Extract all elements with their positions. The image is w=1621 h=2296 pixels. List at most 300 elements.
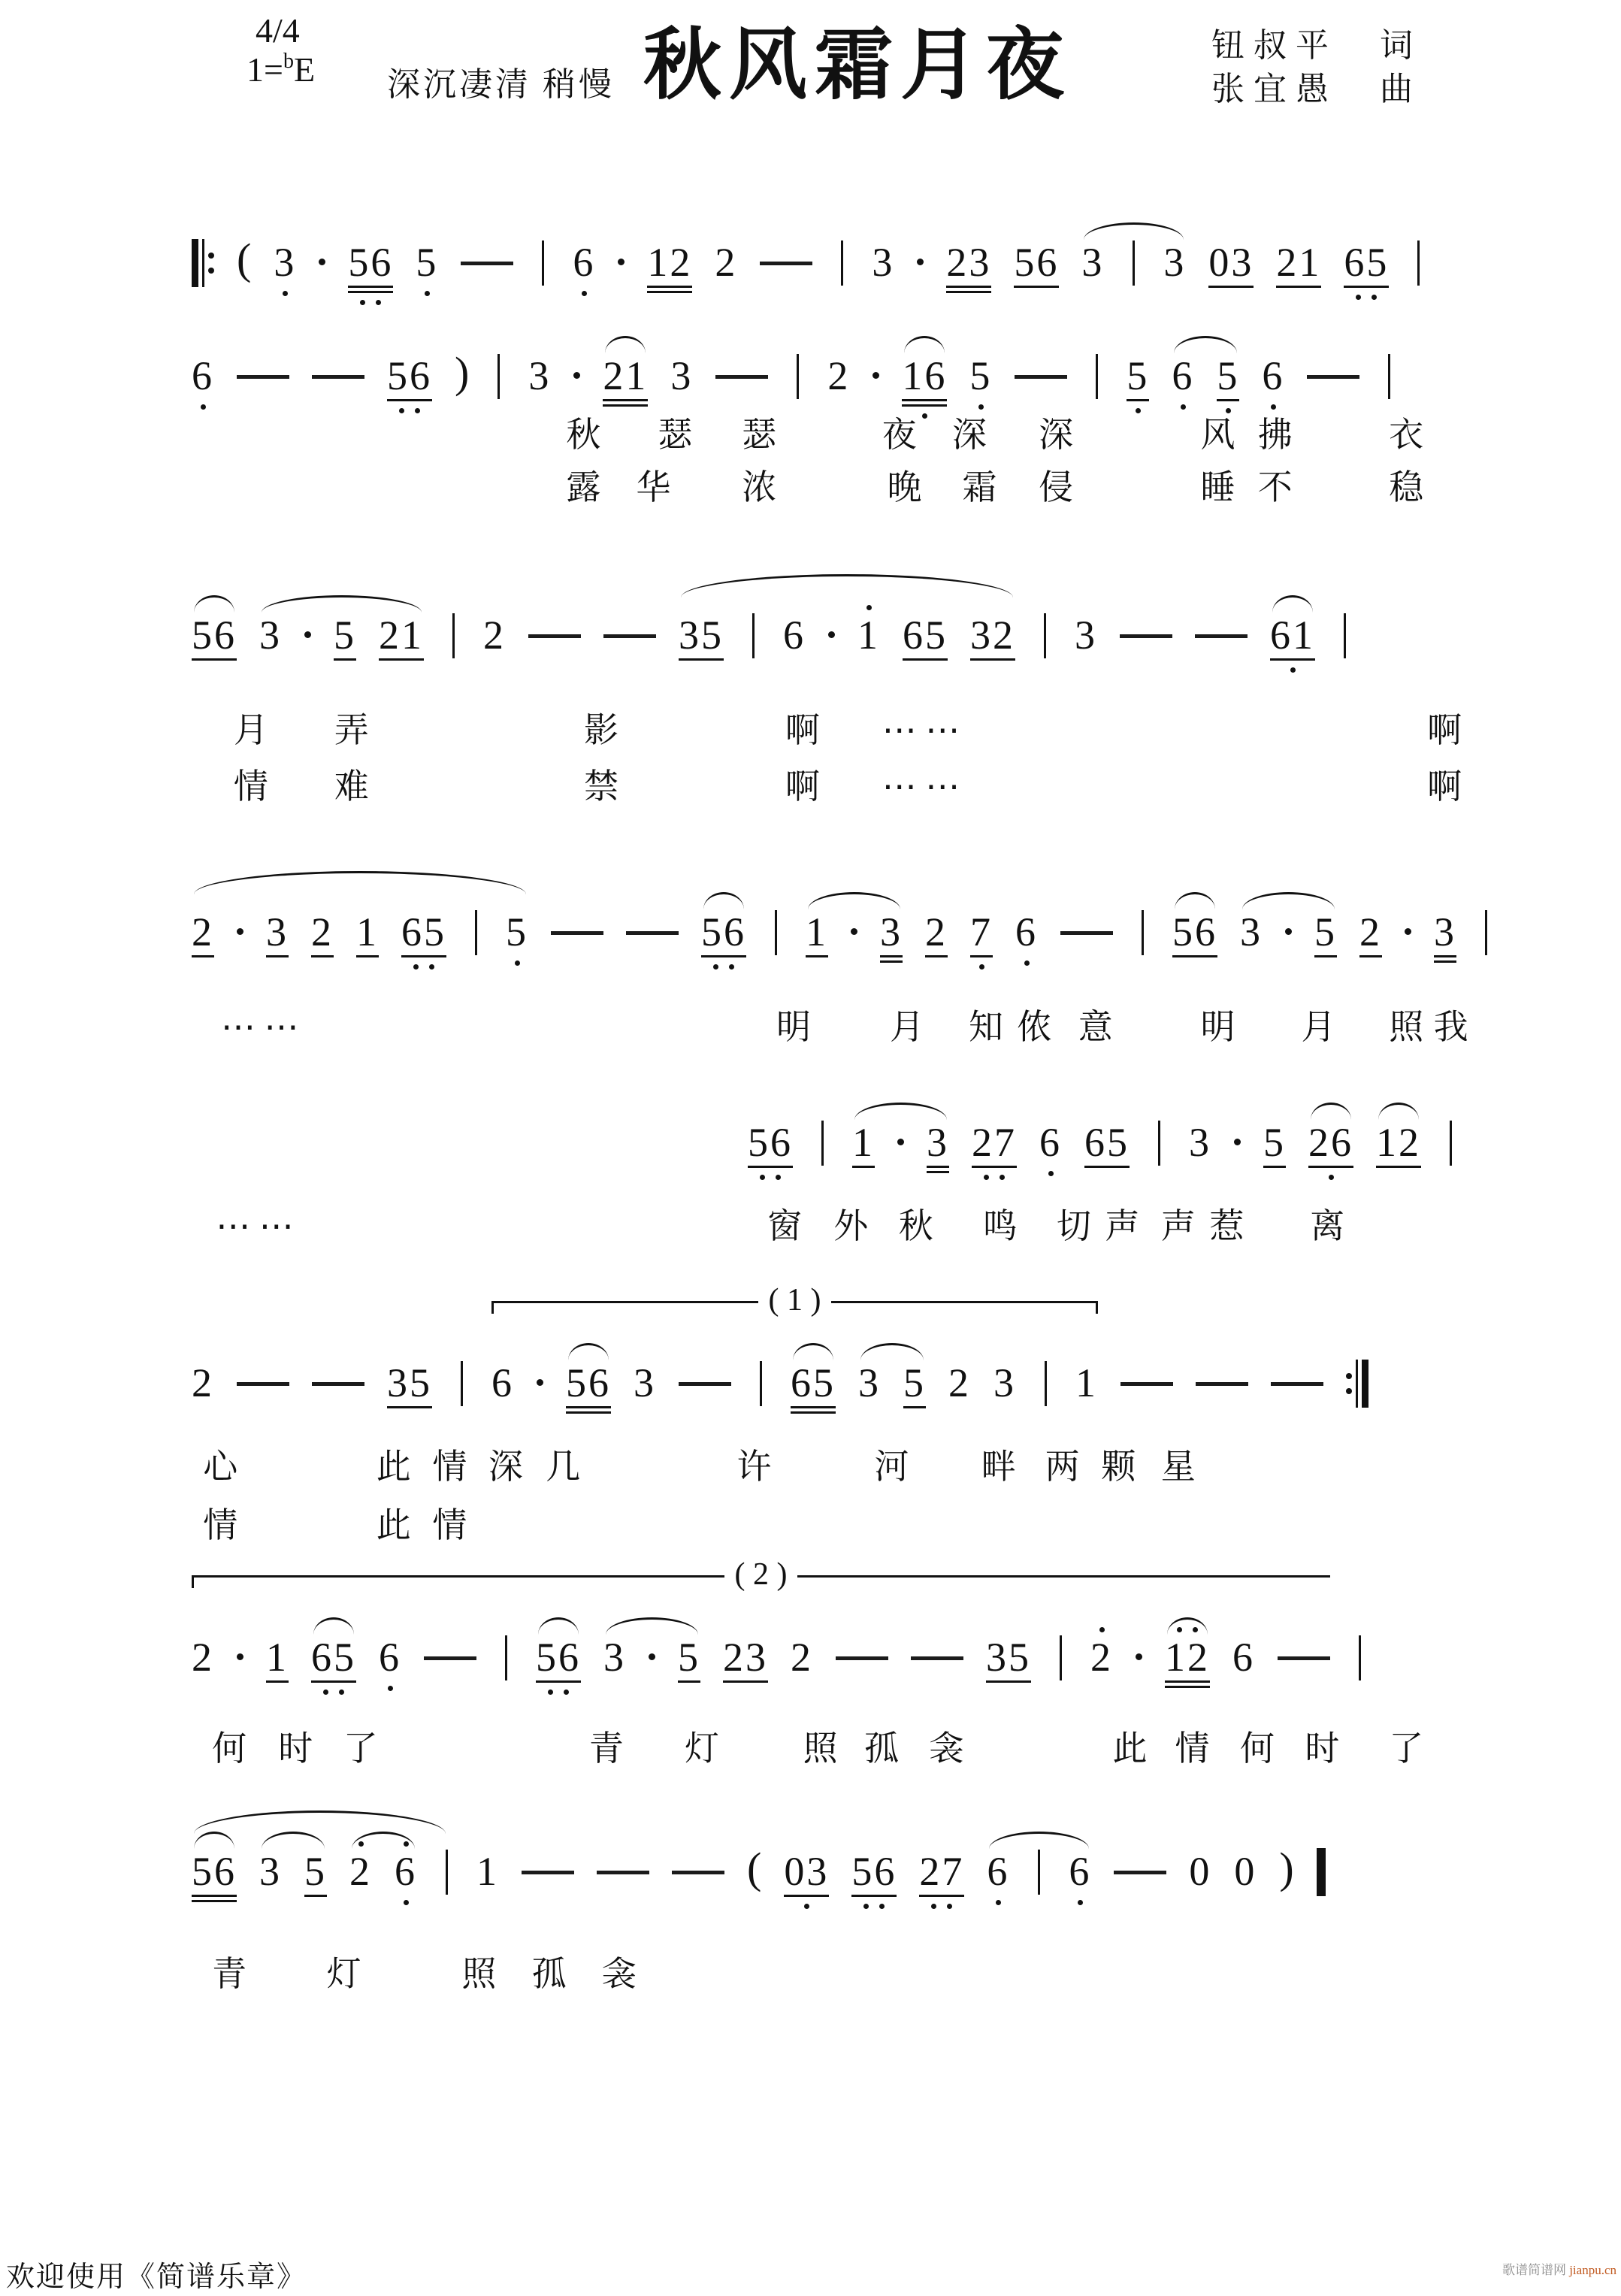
lyric-syllable: 情: [1175, 1729, 1210, 1768]
note-number: 12: [1376, 1120, 1421, 1165]
beam-underlines: [925, 955, 948, 957]
lyric-syllable: 何: [212, 1729, 247, 1768]
slur-tie: [568, 1343, 609, 1360]
low-octave-dots: [360, 296, 381, 308]
note-token: [972, 1109, 1017, 1183]
parenthesis: ): [455, 348, 470, 397]
octave-dot: [979, 964, 984, 970]
octave-dot: [729, 964, 734, 970]
duration-dash: [522, 1838, 574, 1874]
score-area: [192, 0, 1468, 2296]
octave-dot: [360, 300, 365, 305]
beam-underlines: [1276, 286, 1321, 288]
slur-tie: [1084, 222, 1184, 240]
note-number: 2: [1090, 1635, 1113, 1680]
note-token: [1263, 1109, 1286, 1183]
lyric-syllable: 心: [203, 1447, 238, 1486]
note-number: 65: [1344, 240, 1390, 285]
note-token: [993, 1349, 1016, 1420]
octave-dot: [323, 1689, 328, 1695]
note-number: 6: [783, 613, 806, 658]
note-number: 3: [858, 1360, 881, 1405]
note-token: [783, 601, 806, 672]
lyric-syllable: 稳: [1389, 468, 1424, 507]
slur-tie: [1272, 595, 1313, 613]
low-octave-dots: [1048, 1167, 1054, 1179]
octave-dot: [404, 1900, 409, 1905]
low-octave-dots: [582, 287, 587, 299]
beam-underlines: [679, 658, 724, 661]
lyric-syllable: 晚: [887, 468, 922, 507]
beam-underlines: [970, 955, 993, 957]
duration-dash: [1120, 601, 1172, 638]
lyric-syllable: 情: [432, 1506, 467, 1544]
low-octave-dots: [760, 1171, 781, 1183]
note-number: 3: [1075, 613, 1097, 658]
beam-underlines: [903, 1406, 926, 1408]
beam-underlines: [1359, 955, 1382, 957]
duration-dash: [424, 1623, 476, 1660]
slur-tie: [1175, 892, 1215, 909]
barline: [1388, 342, 1390, 399]
note-number: 3: [259, 1849, 282, 1894]
note-number: 6: [395, 1849, 417, 1894]
lyric-syllable: 时: [278, 1729, 313, 1768]
note-token: [387, 342, 432, 416]
volta-label: ( 1 ): [758, 1282, 832, 1318]
lyric-syllable: 难: [334, 767, 369, 806]
note-token: [1276, 228, 1321, 303]
low-octave-dots: [1078, 1896, 1083, 1908]
beam-underlines: [678, 1680, 700, 1683]
slur-tie: [989, 1832, 1089, 1849]
octave-dot: [931, 1904, 936, 1909]
note-token: [266, 898, 289, 973]
augmentation-dot: [828, 601, 835, 638]
lyric-syllable: 衾: [601, 1955, 637, 1993]
note-number: 2: [791, 1635, 813, 1680]
octave-dot: [339, 1689, 344, 1695]
volta-label: ( 2 ): [724, 1556, 798, 1593]
duration-dash: [528, 601, 581, 638]
lyric-syllable: 了: [1389, 1729, 1424, 1768]
note-token: [969, 342, 992, 413]
beam-underlines: [986, 1680, 1031, 1683]
lyric-syllable: 声: [1105, 1207, 1140, 1245]
note-number: 03: [784, 1849, 830, 1894]
note-token: [416, 228, 438, 299]
beam-underlines: [1308, 1166, 1353, 1168]
beam-underlines: [852, 1166, 875, 1168]
low-octave-dots: [931, 1900, 952, 1912]
music-line: [748, 1109, 1458, 1188]
barline: [1060, 1623, 1062, 1680]
low-octave-dots: [978, 401, 984, 413]
octave-dot: [1226, 408, 1231, 413]
lyric-syllable: 切: [1056, 1207, 1091, 1245]
lyric-syllable: 了: [343, 1729, 378, 1768]
beam-underlines: [311, 955, 334, 957]
lyric-syllable: 深: [951, 416, 987, 454]
duration-dash: [312, 342, 364, 379]
lyric-syllable: 深: [488, 1447, 523, 1486]
lyric-syllable: 我: [1433, 1008, 1468, 1046]
octave-dot: [1078, 1900, 1083, 1905]
note-number: 27: [972, 1120, 1017, 1165]
note-token: [857, 601, 880, 672]
octave-dot: [548, 1689, 553, 1695]
duration-dash: [603, 601, 656, 638]
augmentation-dot: [917, 228, 924, 265]
note-token: [902, 342, 947, 422]
note-number: 6: [1262, 353, 1285, 398]
slur-tie: [854, 1103, 947, 1120]
lyrics-row: [192, 1007, 1468, 1055]
note-number: 65: [401, 909, 446, 954]
octave-dot: [582, 291, 587, 296]
barline: [760, 1349, 762, 1406]
barline: [1485, 898, 1487, 955]
note-number: 21: [379, 613, 424, 658]
lyric-syllable: 鸣: [982, 1207, 1018, 1245]
beam-underlines: [791, 1406, 836, 1414]
octave-dot: [760, 1175, 765, 1180]
barline: [775, 898, 777, 955]
note-token: [274, 228, 296, 299]
slur-tie: [860, 1343, 924, 1360]
music-line: [192, 1283, 1368, 1429]
beam-underlines: [192, 955, 214, 957]
note-number: 6: [192, 353, 214, 398]
note-token: [872, 228, 894, 299]
beam-underlines: [647, 286, 692, 293]
lyric-syllable: 惹: [1209, 1207, 1244, 1245]
lyric-syllable: 两: [1045, 1447, 1080, 1486]
lyric-syllable: 衣: [1389, 416, 1424, 454]
slur-tie: [1378, 1103, 1419, 1120]
lyrics-row: [192, 415, 1465, 463]
note-number: 2: [192, 909, 214, 954]
note-token: [528, 342, 551, 413]
barline: [1344, 601, 1346, 658]
lyric-syllable: 灯: [684, 1729, 719, 1768]
site-url: jianpu.cn: [1569, 2263, 1616, 2277]
duration-dash: [461, 228, 513, 265]
octave-dot: [1290, 667, 1296, 673]
octave-dot: [1329, 1175, 1334, 1180]
note-number: 3: [1081, 240, 1105, 285]
note-number: 2: [925, 909, 948, 954]
note-number: 6: [491, 1360, 514, 1405]
lyric-syllable: 青: [212, 1955, 247, 1993]
lyric-syllable: 情: [432, 1447, 467, 1486]
note-number: 3: [259, 613, 282, 658]
barline: [1045, 1349, 1047, 1406]
augmentation-dot: [618, 228, 625, 265]
lyric-syllable: 华: [636, 468, 671, 507]
note-number: 6: [987, 1849, 1010, 1894]
octave-dot: [776, 1175, 781, 1180]
barline: [497, 342, 500, 399]
slur-tie: [793, 1343, 833, 1360]
note-number: 5: [1314, 909, 1337, 954]
note-token: [634, 1349, 656, 1420]
note-token: [986, 1623, 1031, 1698]
lyric-syllable: ⋯ ⋯: [220, 1008, 299, 1046]
note-token: [715, 228, 737, 299]
low-octave-dots: [1356, 291, 1377, 303]
octave-dot: [283, 291, 288, 296]
beam-underlines: [1217, 399, 1239, 401]
barline: [841, 228, 843, 286]
lyric-syllable: 此: [376, 1447, 411, 1486]
slur-tie: [904, 336, 945, 353]
duration-dash: [312, 1349, 364, 1386]
augmentation-dot: [1234, 1109, 1241, 1145]
beam-underlines: [379, 658, 424, 661]
note-number: 6: [1039, 1120, 1062, 1165]
note-token: [192, 1838, 237, 1917]
note-number: 5: [334, 613, 356, 658]
octave-dot: [863, 1904, 869, 1909]
beam-underlines: [903, 658, 948, 661]
beam-underlines: [356, 955, 379, 957]
note-number: 1: [806, 909, 828, 954]
note-number: 56: [192, 613, 237, 658]
beam-underlines: [1434, 955, 1456, 963]
note-number: 1: [266, 1635, 289, 1680]
note-token: [1075, 1349, 1098, 1420]
lyrics-row: [192, 467, 1465, 516]
lyric-syllable: ⋯ ⋯: [882, 711, 960, 749]
note-number: 1: [1075, 1360, 1098, 1405]
octave-dot: [413, 964, 419, 970]
note-token: [1208, 228, 1254, 303]
lyricist-credit: 钮叔平 词: [1211, 27, 1422, 64]
duration-dash: [1060, 898, 1113, 935]
note-number: 3: [1434, 909, 1456, 954]
note-token: [1127, 342, 1149, 416]
note-number: 3: [670, 353, 694, 398]
slur-tie: [538, 1617, 579, 1635]
low-octave-dots: [804, 1900, 809, 1912]
beam-underlines: [1314, 955, 1337, 957]
note-number: 7: [970, 909, 993, 954]
beam-underlines: [566, 1406, 611, 1414]
note-number: 3: [927, 1120, 949, 1165]
note-token: [1015, 898, 1038, 969]
note-token: [791, 1623, 813, 1694]
note-number: 2: [192, 1360, 214, 1405]
low-octave-dots: [979, 960, 984, 973]
high-octave-dots: [1099, 1623, 1105, 1635]
note-token: [566, 1349, 611, 1429]
slur-tie: [1174, 336, 1237, 353]
augmentation-dot: [1136, 1623, 1142, 1660]
note-number: 3: [1240, 909, 1263, 954]
note-number: 6: [1172, 353, 1195, 398]
beam-underlines: [387, 1406, 432, 1408]
duration-dash: [672, 1838, 724, 1874]
octave-dot: [1099, 1627, 1105, 1632]
octave-dot: [947, 1904, 952, 1909]
note-number: 65: [791, 1360, 836, 1405]
volta-bracket: [192, 1557, 1330, 1592]
lyric-syllable: 秋: [898, 1207, 933, 1245]
lyric-syllable: 不: [1257, 468, 1293, 507]
lyric-syllable: 此: [376, 1506, 411, 1544]
lyric-syllable: 夜: [882, 416, 917, 454]
octave-dot: [201, 404, 206, 410]
octave-dot: [978, 404, 984, 410]
slur-tie: [352, 1832, 415, 1849]
note-number: 56: [192, 1849, 237, 1894]
note-number: 5: [416, 240, 439, 285]
slur-tie: [1311, 1103, 1351, 1120]
note-token: [573, 228, 595, 299]
note-number: 3: [1163, 240, 1187, 285]
barline: [752, 601, 755, 658]
note-number: 35: [387, 1360, 432, 1405]
lyric-syllable: 啊: [785, 767, 820, 806]
low-octave-dots: [515, 957, 520, 969]
note-token: [670, 342, 693, 413]
slur-tie: [313, 1617, 354, 1635]
beam-underlines: [401, 955, 446, 957]
barline: [1450, 1109, 1452, 1166]
lyrics-row: [192, 1505, 1465, 1553]
note-number: 27: [919, 1849, 965, 1894]
note-token: [1189, 1109, 1211, 1179]
note-number: 56: [536, 1635, 581, 1680]
lyric-syllable: 照: [461, 1955, 497, 1993]
lyric-syllable: 离: [1310, 1207, 1345, 1245]
beam-underlines: [1270, 658, 1315, 661]
software-credit: 欢迎使用《简谱乐章》: [6, 2261, 307, 2293]
duration-dash: [1271, 1349, 1323, 1386]
lyric-syllable: 啊: [1427, 711, 1462, 749]
note-number: 2: [192, 1635, 214, 1680]
slur-tie: [194, 1810, 446, 1834]
low-octave-dots: [283, 287, 288, 299]
lyric-syllable: 孤: [863, 1729, 899, 1768]
beam-underlines: [536, 1680, 581, 1683]
barline: [1417, 228, 1420, 286]
note-token: [401, 898, 446, 973]
note-number: 12: [647, 240, 693, 285]
augmentation-dot: [537, 1349, 543, 1386]
beam-underlines: [266, 1680, 289, 1683]
lyric-syllable: 知: [968, 1008, 1003, 1046]
lyric-syllable: ⋯ ⋯: [882, 767, 960, 806]
low-octave-dots: [713, 960, 734, 973]
note-token: [603, 342, 648, 422]
note-token: [679, 601, 724, 676]
beam-underlines: [266, 955, 289, 957]
augmentation-dot: [319, 228, 325, 265]
lyric-syllable: 啊: [1427, 767, 1462, 806]
note-number: 6: [1015, 909, 1038, 954]
augmentation-dot: [872, 342, 879, 379]
duration-dash: [237, 1349, 289, 1386]
octave-dot: [376, 300, 381, 305]
note-token: [192, 898, 214, 973]
octave-dot: [415, 408, 420, 413]
lyric-syllable: 瑟: [742, 416, 777, 454]
note-number: 3: [1189, 1120, 1211, 1165]
note-number: 5: [1217, 353, 1240, 398]
beam-underlines: [192, 658, 237, 661]
note-number: 56: [348, 240, 394, 285]
octave-dot: [515, 960, 520, 966]
low-octave-dots: [1329, 1171, 1334, 1183]
octave-dot: [429, 964, 434, 970]
low-octave-dots: [1290, 664, 1296, 676]
octave-dot: [1000, 1175, 1005, 1180]
octave-dot: [996, 1900, 1001, 1905]
octave-dot: [1024, 960, 1030, 966]
lyrics-row: [192, 1729, 1465, 1777]
octave-dot: [1181, 404, 1186, 410]
note-number: 1: [356, 909, 379, 954]
beam-underlines: [972, 1166, 1017, 1168]
beam-underlines: [851, 1895, 897, 1897]
low-octave-dots: [404, 1896, 409, 1908]
note-token: [723, 1623, 768, 1698]
note-number: 56: [566, 1360, 611, 1405]
lyric-syllable: 风: [1200, 416, 1235, 454]
parenthesis: (: [747, 1844, 762, 1892]
note-token: [1262, 342, 1284, 413]
note-number: 5: [903, 1360, 926, 1405]
beam-underlines: [1263, 1166, 1286, 1168]
lyric-syllable: 影: [584, 711, 619, 749]
duration-dash: [1195, 601, 1248, 638]
repeat-begin-barline: [192, 228, 214, 287]
slur-tie: [194, 1832, 234, 1849]
duration-dash: [836, 1623, 888, 1660]
note-number: 1: [476, 1849, 499, 1894]
low-octave-dots: [1024, 957, 1030, 969]
low-octave-dots: [1271, 401, 1276, 413]
note-token: [851, 1838, 897, 1912]
duration-dash: [551, 898, 603, 935]
note-token: [946, 228, 991, 308]
note-token: [1014, 228, 1059, 303]
note-number: 12: [1165, 1635, 1210, 1680]
music-line: [192, 1838, 1326, 1917]
time-signature: 4/4: [256, 11, 300, 50]
beam-underlines: [806, 955, 828, 957]
octave-dot: [879, 1904, 885, 1909]
note-number: 3: [872, 240, 895, 285]
note-token: [1039, 1109, 1062, 1179]
note-number: 65: [1084, 1120, 1130, 1165]
note-number: 3: [274, 240, 297, 285]
octave-dot: [1371, 295, 1377, 300]
beam-underlines: [387, 399, 432, 401]
note-token: [1232, 1623, 1255, 1694]
lyric-syllable: 几: [546, 1447, 581, 1486]
note-number: 6: [379, 1635, 401, 1680]
note-number: 65: [311, 1635, 356, 1680]
lyric-syllable: 此: [1112, 1729, 1148, 1768]
lyric-syllable: ⋯ ⋯: [216, 1207, 294, 1245]
note-number: 56: [748, 1120, 793, 1165]
augmentation-dot: [573, 342, 580, 379]
note-number: 0: [1234, 1849, 1257, 1894]
lyric-syllable: 侵: [1039, 468, 1074, 507]
